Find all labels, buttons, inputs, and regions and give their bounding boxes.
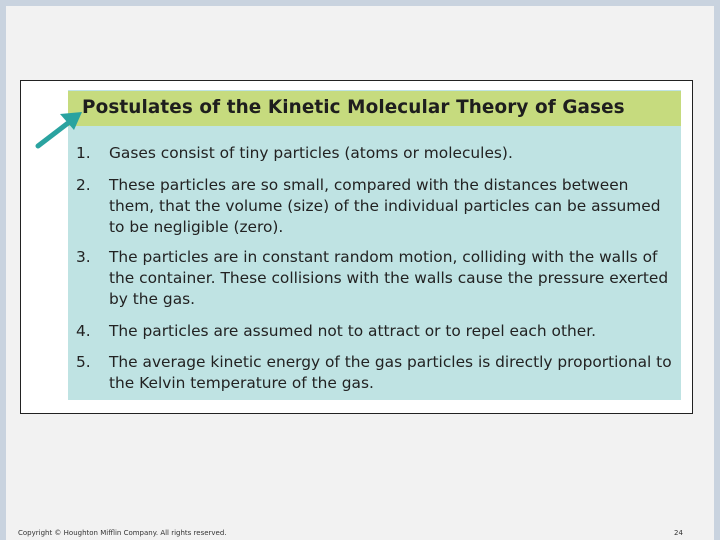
postulate-number: 2. [76,176,91,194]
box-title-bar [68,91,681,126]
postulate-number: 4. [76,322,91,340]
postulate-text: The particles are assumed not to attract or to repel each other. [109,322,597,340]
postulate-text: Gases consist of tiny particles (atoms or molecules). [109,144,513,162]
postulate-5 [76,352,676,394]
box-title: Postulates of the Kinetic Molecular Theory of Gases [82,97,625,118]
postulate-text: The particles are in constant random motion, colliding with the walls of the container. These collisions with the walls cause the pressure exerted by the gas. [109,248,669,308]
postulate-number: 5. [76,353,91,371]
postulate-text: These particles are so small, compared with the distances between them, that the volume (size) of the individual particles can be assumed to be negligible (zero). [109,176,661,236]
copyright-notice: Copyright © Houghton Mifflin Company. All rights reserved. [18,529,227,537]
postulate-3 [76,247,676,310]
postulate-2 [76,175,676,238]
postulate-number: 1. [76,144,91,162]
postulate-number: 3. [76,248,91,266]
postulate-4 [76,321,676,342]
page-number: 24 [674,529,683,537]
postulate-1 [76,143,676,164]
postulate-text: The average kinetic energy of the gas particles is directly proportional to the Kelvin temperature of the gas. [109,353,672,392]
